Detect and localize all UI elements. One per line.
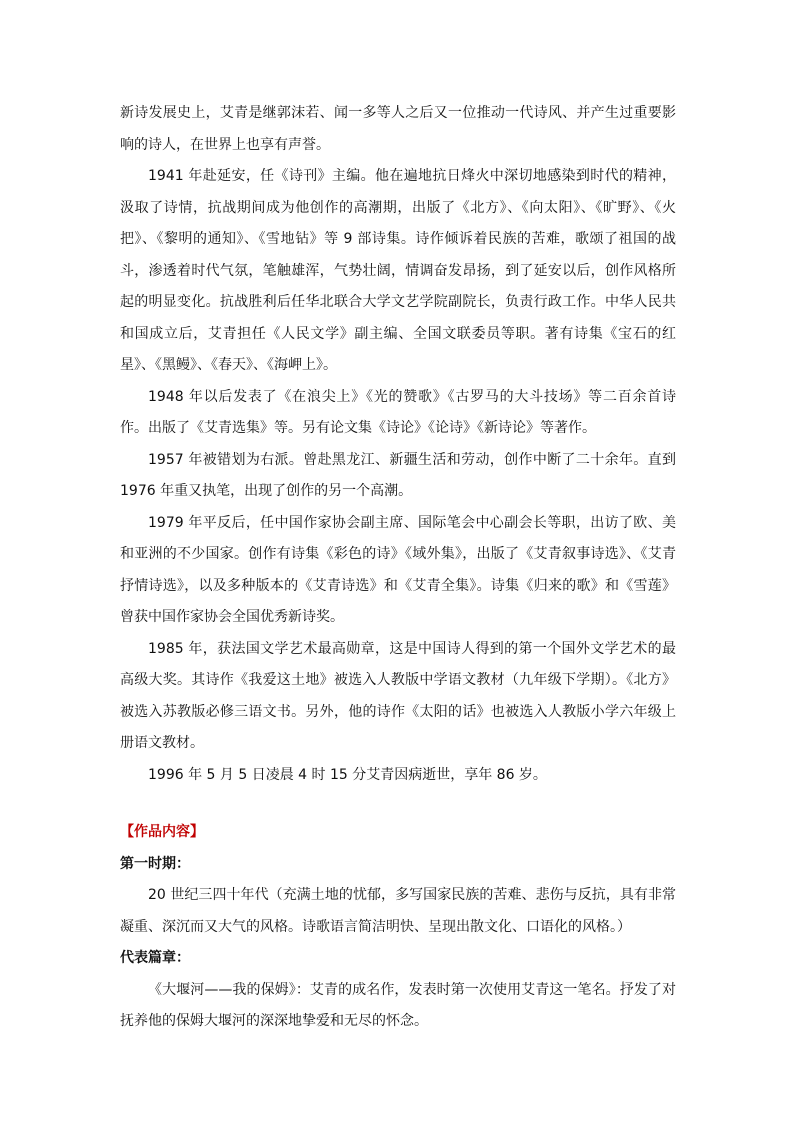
biography-paragraph-1941: 1941 年赴延安，任《诗刊》主编。他在遍地抗日烽火中深切地感染到时代的精神，汲取了诗情，抗战期间成为他创作的高潮期，出版了《北方》、《向太阳》、《旷野》、《火把》、《黎明的通知》、《雪地钻》等 9 部诗集。诗作倾诉着民族的苦难，歌颂了祖国的战斗，渗透着时代气氛，笔触雄浑，气势壮阔，情调奋发昂扬，到了延安以后，创作风格所起的明显变化。抗战胜利后任华北联合大学文艺学院副院长，负责行政工作。中华人民共和国成立后，艾青担任《人民文学》副主编、全国文联委员等职。著有诗集《宝石的红星》、《黑鳗》、《春天》、《海岬上》。 xyxy=(120,168,676,373)
representative-works-label: 代表篇章： xyxy=(120,950,190,966)
biography-paragraph-intro: 新诗发展史上，艾青是继郭沫若、闻一多等人之后又一位推动一代诗风、并产生过重要影响的诗人，在世界上也享有声誉。 xyxy=(120,105,676,153)
biography-paragraph-1979: 1979 年平反后，任中国作家协会副主席、国际笔会中心副会长等职，出访了欧、美和亚洲的不少国家。创作有诗集《彩色的诗》《域外集》，出版了《艾青叙事诗选》、《艾青抒情诗选》，以及多种版本的《艾青诗选》和《艾青全集》。诗集《归来的歌》和《雪莲》曾获中国作家协会全国优秀新诗奖。 xyxy=(120,514,676,625)
document-page xyxy=(120,98,676,1038)
section-spacer xyxy=(120,791,676,817)
first-period-label: 第一时期： xyxy=(120,855,190,872)
works-section-heading: 【作品内容】 xyxy=(120,824,204,840)
biography-paragraph-1957: 1957 年被错划为右派。曾赴黑龙江、新疆生活和劳动，创作中断了二十余年。直到 1976 年重又执笔，出现了创作的另一个高潮。 xyxy=(120,451,676,499)
representative-work-description: 《大堰河——我的保姆》：艾青的成名作，发表时第一次使用艾青这一笔名。抒发了对抚养他的保姆大堰河的深深地挚爱和无尽的怀念。 xyxy=(120,981,676,1029)
biography-paragraph-1985: 1985 年，获法国文学艺术最高勋章，这是中国诗人得到的第一个国外文学艺术的最高级大奖。其诗作《我爱这土地》被选入人教版中学语文教材（九年级下学期）。《北方》被选入苏教版必修三语文书。另外，他的诗作《太阳的话》也被选入人教版小学六年级上册语文教材。 xyxy=(120,640,676,751)
biography-paragraph-1948: 1948 年以后发表了《在浪尖上》《光的赞歌》《古罗马的大斗技场》等二百余首诗作。出版了《艾青选集》等。另有论文集《诗论》《论诗》《新诗论》等著作。 xyxy=(120,388,676,436)
first-period-description: 20 世纪三四十年代（充满土地的忧郁，多写国家民族的苦难、悲伤与反抗，具有非常凝重、深沉而又大气的风格。诗歌语言简洁明快、呈现出散文化、口语化的风格。） xyxy=(120,887,676,935)
biography-paragraph-1996: 1996 年 5 月 5 日凌晨 4 时 15 分艾青因病逝世，享年 86 岁。 xyxy=(148,766,547,783)
